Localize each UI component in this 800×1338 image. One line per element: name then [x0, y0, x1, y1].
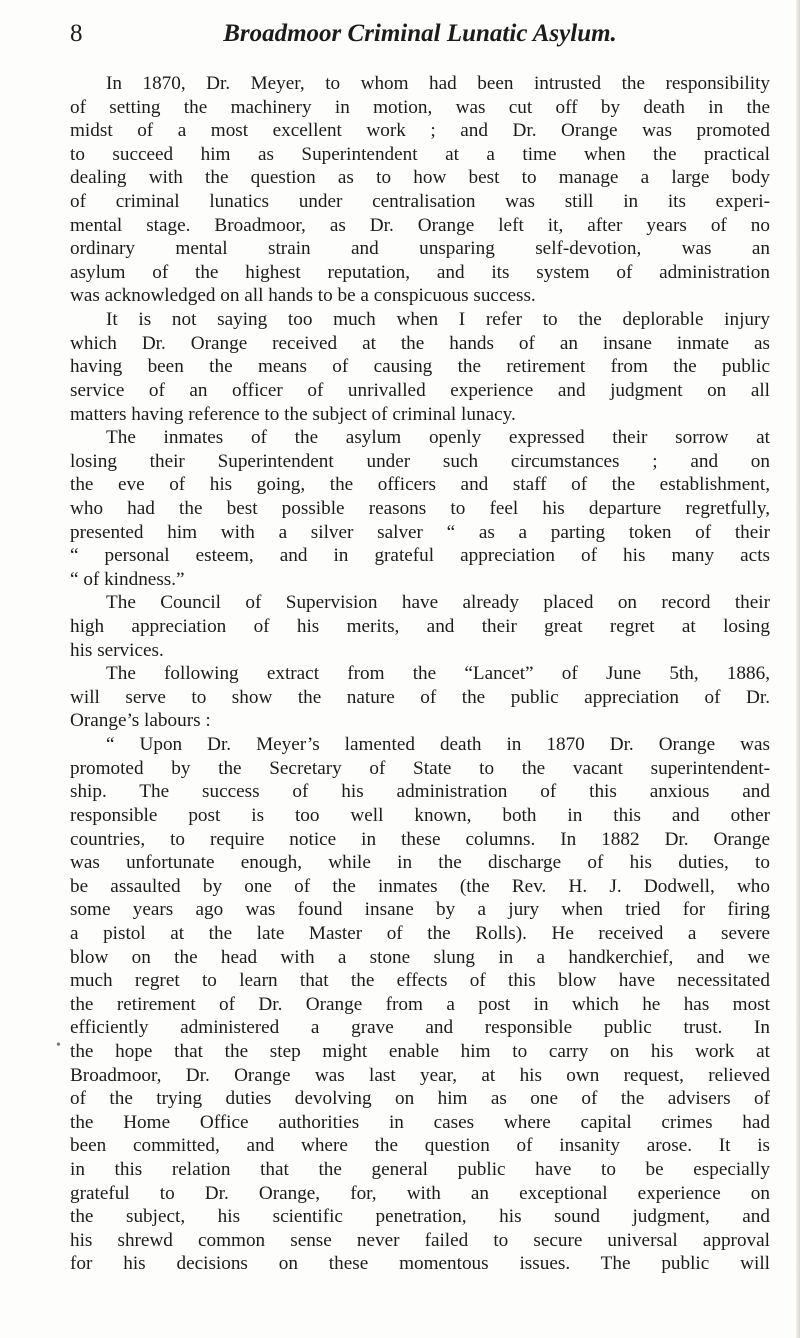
- margin-bullet: •: [56, 1038, 61, 1053]
- text-line: Orange’s labours :: [70, 710, 211, 732]
- text-line: his shrewd common sense never failed to secure universal approval: [70, 1229, 770, 1251]
- text-line: blow on the head with a stone slung in a handkerchief, and we: [70, 946, 770, 968]
- text-line: was acknowledged on all hands to be a conspicuous success.: [70, 285, 536, 307]
- text-line: promoted by the Secretary of State to the vacant superintendent-: [70, 757, 770, 779]
- text-line: “ personal esteem, and in grateful appreciation of his many acts: [70, 545, 770, 567]
- text-line: his services.: [70, 639, 164, 661]
- book-page: [56, 0, 782, 1338]
- text-line: be assaulted by one of the inmates (the Rev. H. J. Dodwell, who: [70, 875, 770, 897]
- text-line: the Home Office authorities in cases where capital crimes had: [70, 1111, 770, 1133]
- body-text: [70, 72, 770, 1276]
- text-line: been committed, and where the question of insanity arose. It is: [70, 1135, 770, 1157]
- page-number: 8: [70, 20, 83, 47]
- text-line: some years ago was found insane by a jury when tried for firing: [70, 899, 770, 921]
- text-line: The following extract from the “Lancet” of June 5th, 1886,: [106, 663, 770, 685]
- text-line: grateful to Dr. Orange, for, with an exceptional experience on: [70, 1182, 770, 1204]
- text-line: who had the best possible reasons to feel his departure regretfully,: [70, 497, 770, 519]
- text-line: presented him with a silver salver “ as a parting token of their: [70, 521, 770, 543]
- text-line: for his decisions on these momentous issues. The public will: [70, 1253, 770, 1275]
- text-line: of the trying duties devolving on him as one of the advisers of: [70, 1088, 770, 1110]
- text-line: to succeed him as Superintendent at a time when the practical: [70, 143, 770, 165]
- text-line: the retirement of Dr. Orange from a post in which he has most: [70, 993, 770, 1015]
- text-line: the hope that the step might enable him to carry on his work at: [70, 1040, 770, 1062]
- text-line: high appreciation of his merits, and their great regret at losing: [70, 616, 770, 638]
- text-line: the subject, his scientific penetration, his sound judgment, and: [70, 1206, 770, 1228]
- text-line: in this relation that the general public have to be especially: [70, 1159, 770, 1181]
- text-line: dealing with the question as to how best to manage a large body: [70, 167, 770, 189]
- text-line: ship. The success of his administration of this anxious and: [70, 781, 770, 803]
- page-header: [70, 20, 770, 54]
- text-line: responsible post is too well known, both in this and other: [70, 804, 770, 826]
- text-line: “ of kindness.”: [70, 568, 185, 590]
- text-line: countries, to require notice in these columns. In 1882 Dr. Orange: [70, 828, 770, 850]
- text-line: which Dr. Orange received at the hands of an insane inmate as: [70, 332, 770, 354]
- text-line: asylum of the highest reputation, and its system of administration: [70, 261, 770, 283]
- text-line: a pistol at the late Master of the Rolls). He received a severe: [70, 922, 770, 944]
- text-line: “ Upon Dr. Meyer’s lamented death in 1870 Dr. Orange was: [106, 734, 770, 756]
- text-line: ordinary mental strain and unsparing self-devotion, was an: [70, 238, 770, 260]
- text-line: the eve of his going, the officers and staff of the establishment,: [70, 474, 770, 496]
- text-line: mental stage. Broadmoor, as Dr. Orange left it, after years of no: [70, 214, 770, 236]
- text-line: The inmates of the asylum openly expressed their sorrow at: [106, 427, 770, 449]
- text-line: matters having reference to the subject of criminal lunacy.: [70, 403, 516, 425]
- page-binding-edge: [796, 0, 800, 1338]
- text-line: will serve to show the nature of the public appreciation of Dr.: [70, 686, 770, 708]
- text-line: service of an officer of unrivalled experience and judgment on all: [70, 379, 770, 401]
- text-line: was unfortunate enough, while in the discharge of his duties, to: [70, 852, 770, 874]
- text-line: having been the means of causing the retirement from the public: [70, 356, 770, 378]
- text-line: The Council of Supervision have already placed on record their: [106, 592, 770, 614]
- running-title: Broadmoor Criminal Lunatic Asylum.: [223, 20, 617, 47]
- text-line: of setting the machinery in motion, was cut off by death in the: [70, 96, 770, 118]
- text-line: losing their Superintendent under such circumstances ; and on: [70, 450, 770, 472]
- text-line: Broadmoor, Dr. Orange was last year, at his own request, relieved: [70, 1064, 770, 1086]
- text-line: It is not saying too much when I refer to the deplorable injury: [106, 309, 770, 331]
- text-line: of criminal lunatics under centralisation was still in its experi-: [70, 191, 770, 213]
- text-line: much regret to learn that the effects of this blow have necessitated: [70, 970, 770, 992]
- text-line: efficiently administered a grave and responsible public trust. In: [70, 1017, 770, 1039]
- text-line: In 1870, Dr. Meyer, to whom had been intrusted the responsibility: [106, 73, 770, 94]
- text-line: midst of a most excellent work ; and Dr. Orange was promoted: [70, 120, 770, 142]
